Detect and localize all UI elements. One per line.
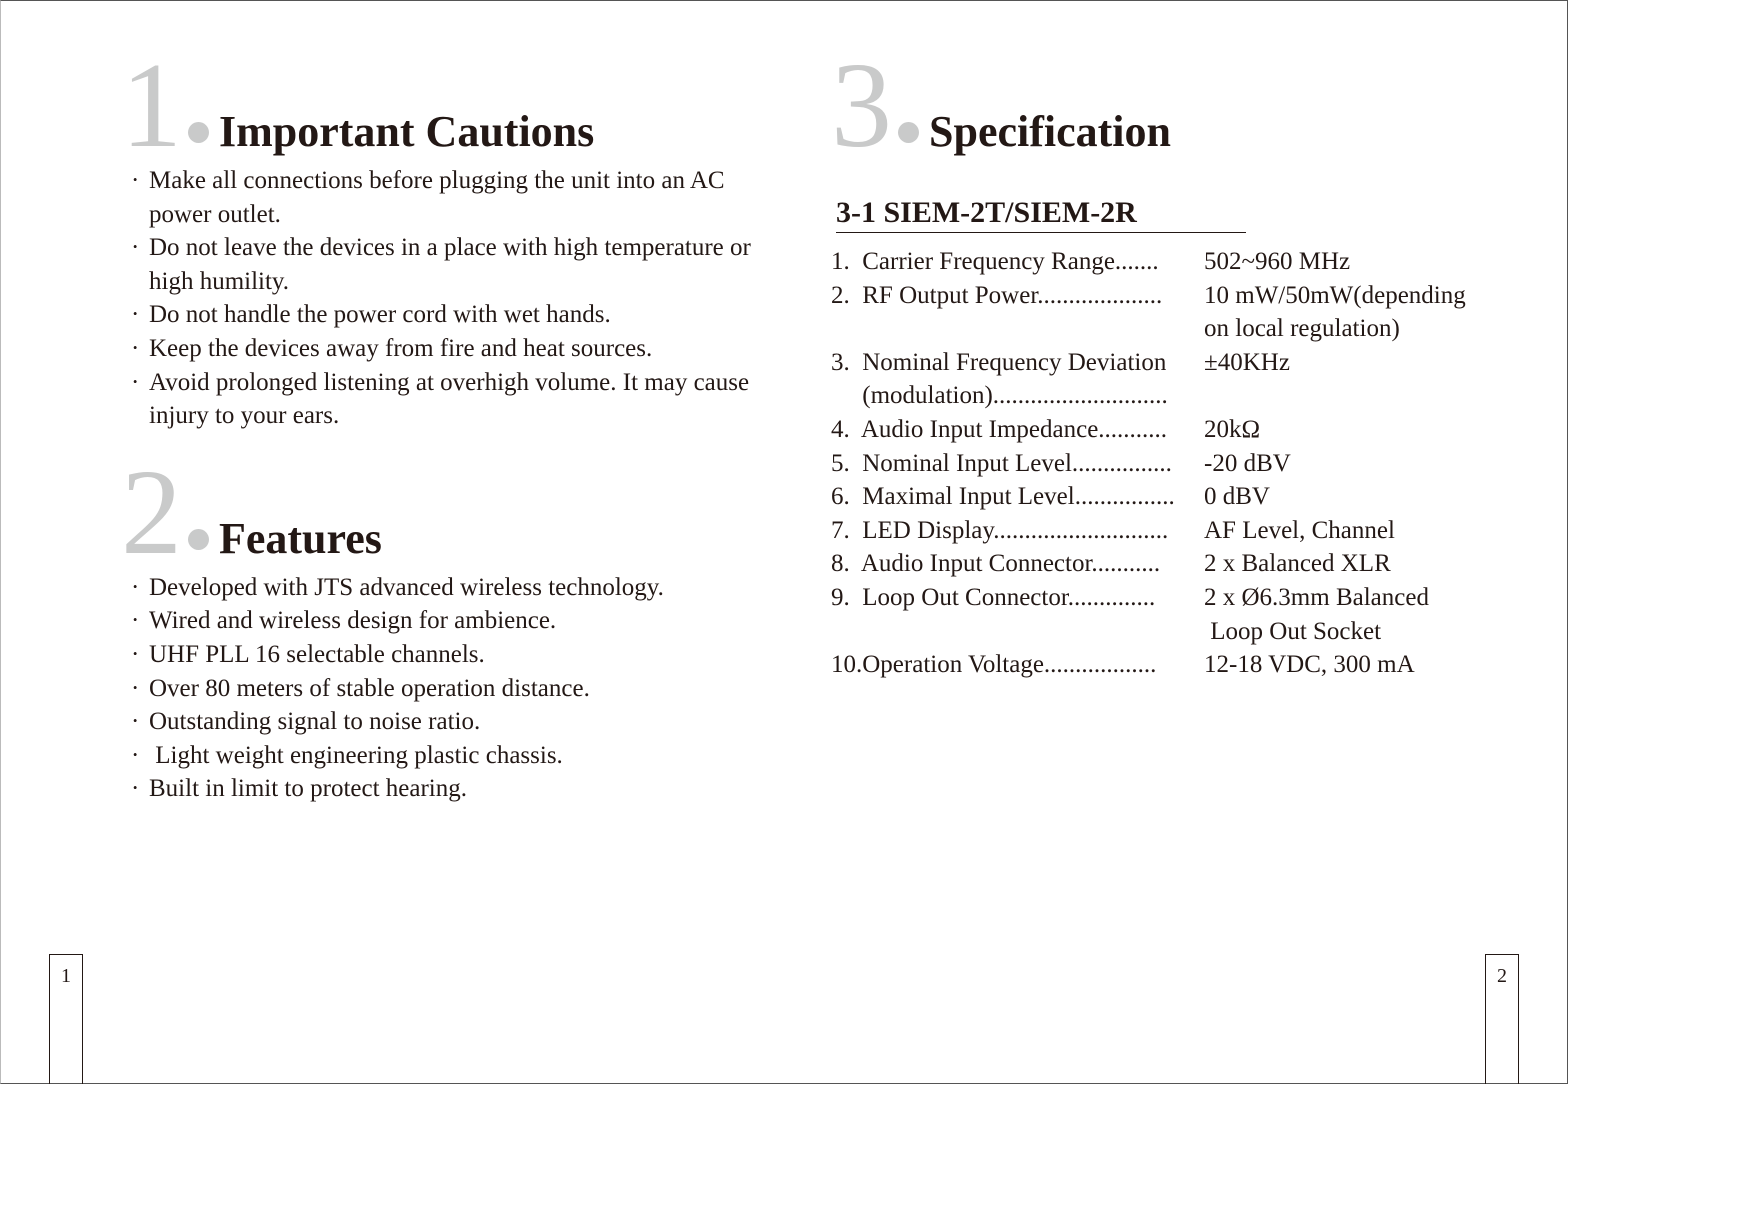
section-number: 3 [831, 38, 890, 173]
table-row [831, 245, 1466, 279]
list-item: · Built in limit to protect hearing. [121, 772, 781, 806]
spec-label [831, 615, 1204, 649]
dot-icon [188, 529, 209, 550]
section-title: Important Cautions [219, 107, 595, 156]
spec-value: 2 x Balanced XLR [1204, 550, 1391, 578]
spec-label: 9. Loop Out Connector.............. [831, 583, 1156, 611]
list-item: · Make all connections before plugging the unit into an AC power outlet. [121, 164, 781, 231]
spec-label: 10.Operation Voltage.................. [831, 651, 1157, 679]
spec-label: 2. RF Output Power.................... [831, 281, 1163, 309]
list-item: · UHF PLL 16 selectable channels. [121, 638, 781, 672]
spec-value: 0 dBV [1204, 483, 1270, 511]
spec-value: 2 x Ø6.3mm Balanced [1204, 583, 1429, 611]
list-item: · Wired and wireless design for ambience. [121, 604, 781, 638]
list-item: · Avoid prolonged listening at overhigh volume. It may cause injury to your ears. [121, 366, 781, 433]
section-features-heading [121, 444, 781, 580]
section-title: Features [219, 513, 382, 563]
page-number-left: 1 [49, 954, 83, 1084]
spec-subtitle: 3-1 SIEM-2T/SIEM-2R [836, 196, 1246, 233]
spec-value [1204, 379, 1466, 413]
table-row [831, 346, 1466, 380]
section-cautions-heading [121, 38, 781, 173]
spec-value: 12-18 VDC, 300 mA [1204, 651, 1415, 679]
spec-table [831, 245, 1466, 682]
table-row [831, 279, 1466, 313]
spec-value: 502~960 MHz [1204, 248, 1351, 275]
spec-value: ±40KHz [1204, 348, 1290, 376]
spec-label: 6. Maximal Input Level................ [831, 483, 1175, 511]
section-number: 1 [121, 38, 180, 173]
right-page-content [831, 38, 1551, 682]
table-row [831, 447, 1466, 481]
page-number-right: 2 [1485, 954, 1519, 1084]
section-title: Specification [929, 107, 1171, 156]
spec-value: AF Level, Channel [1204, 516, 1395, 544]
features-list [121, 571, 781, 806]
list-item: · Do not leave the devices in a place with high temperature or high humility. [121, 231, 781, 298]
table-row [831, 514, 1466, 548]
table-row [831, 581, 1466, 615]
list-item: · Keep the devices away from fire and heat sources. [121, 332, 781, 366]
spec-label: 1. Carrier Frequency Range....... [831, 248, 1159, 275]
table-row [831, 379, 1466, 413]
dot-icon [898, 122, 919, 143]
spec-value: 20kΩ [1204, 415, 1261, 443]
cautions-list [121, 164, 781, 433]
section-number: 2 [121, 444, 180, 580]
table-row [831, 480, 1466, 514]
list-item: · Outstanding signal to noise ratio. [121, 705, 781, 739]
spec-value: on local regulation) [1204, 315, 1400, 343]
dot-icon [188, 122, 209, 143]
table-row [831, 648, 1466, 682]
spec-label: 4. Audio Input Impedance........... [831, 415, 1168, 443]
table-row [831, 547, 1466, 581]
spec-label: 5. Nominal Input Level................ [831, 449, 1172, 477]
spec-label [831, 312, 1204, 346]
left-page-content [121, 38, 781, 806]
list-item: · Over 80 meters of stable operation distance. [121, 672, 781, 706]
list-item: · Do not handle the power cord with wet hands. [121, 298, 781, 332]
spec-label: 3. Nominal Frequency Deviation [831, 348, 1167, 376]
spec-label: 8. Audio Input Connector........... [831, 550, 1161, 578]
section-specification-heading [831, 38, 1551, 173]
spec-label: (modulation)............................ [831, 382, 1168, 410]
table-row [831, 615, 1466, 649]
list-item: · Light weight engineering plastic chassis. [121, 739, 781, 773]
table-row [831, 312, 1466, 346]
list-item: · Developed with JTS advanced wireless technology. [121, 571, 781, 605]
table-row [831, 413, 1466, 447]
spec-value: 10 mW/50mW(depending [1204, 281, 1466, 309]
spec-label: 7. LED Display............................ [831, 516, 1169, 544]
spec-value: -20 dBV [1204, 449, 1291, 477]
spec-value: Loop Out Socket [1204, 617, 1382, 645]
